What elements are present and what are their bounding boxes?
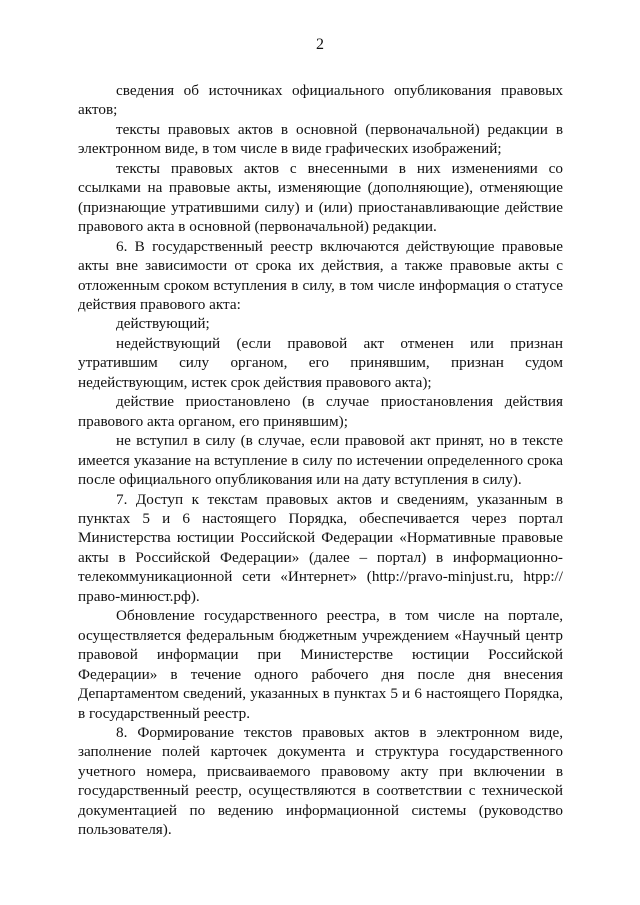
paragraph-status-not-in-force: не вступил в силу (в случае, если правовой акт принят, но в тексте имеется указание на вступление в силу по истечении определенного срока после официального опубликования или на дату вступления в силу). <box>78 432 563 489</box>
document-body <box>78 81 563 840</box>
paragraph-item-7: 7. Доступ к текстам правовых актов и сведениям, указанным в пунктах 5 и 6 настоящего Порядка, обеспечивается через портал Министерства юстиции Российской Федерации «Нормативные правовые акты в Российской Федерации» (далее – портал) в информационно-телекоммуникационной сети «Интернет» (http://pravo-minjust.ru, htpp://право-минюст.рф). <box>78 490 563 605</box>
paragraph-registry-update: Обновление государственного реестра, в том числе на портале, осуществляется федеральным бюджетным учреждением «Научный центр правовой информации при Министерстве юстиции Российской Федерации» в течение одного рабочего дня после дня внесения Департаментом сведений, указанных в пунктах 5 и 6 настоящего Порядка, в государственный реестр. <box>78 607 563 722</box>
paragraph-item-8: 8. Формирование текстов правовых актов в электронном виде, заполнение полей карточек документа и структура государственного учетного номера, присваиваемого правовому акту при включении в государственный реестр, осуществляются в соответствии с технической документацией по ведению информационной системы (руководство пользователя). <box>78 723 563 839</box>
paragraph-publication-sources: сведения об источниках официального опубликования правовых актов; <box>78 82 563 119</box>
paragraph-amended-texts: тексты правовых актов с внесенными в них изменениями со ссылками на правовые акты, изменяющие (дополняющие), отменяющие (признающие утратившими силу) и (или) приостанавливающие действие правового акта в основной (первоначальной) редакции. <box>78 159 563 236</box>
paragraph-status-active: действующий; <box>116 315 210 333</box>
page-number: 2 <box>316 36 324 53</box>
paragraph-status-inactive: недействующий (если правовой акт отменен или признан утратившим силу органом, его принявшим, признан судом недействующим, истек срок действия правового акта); <box>78 334 563 391</box>
paragraph-status-suspended: действие приостановлено (в случае приостановления действия правового акта органом, его принявшим); <box>78 393 563 430</box>
paragraph-original-texts: тексты правовых актов в основной (первоначальной) редакции в электронном виде, в том числе в виде графических изображений; <box>78 120 563 158</box>
paragraph-item-6: 6. В государственный реестр включаются действующие правовые акты вне зависимости от срока их действия, а также правовые акты с отложенным сроком вступления в силу, в том числе информация о статусе действия правового акта: <box>78 237 563 313</box>
